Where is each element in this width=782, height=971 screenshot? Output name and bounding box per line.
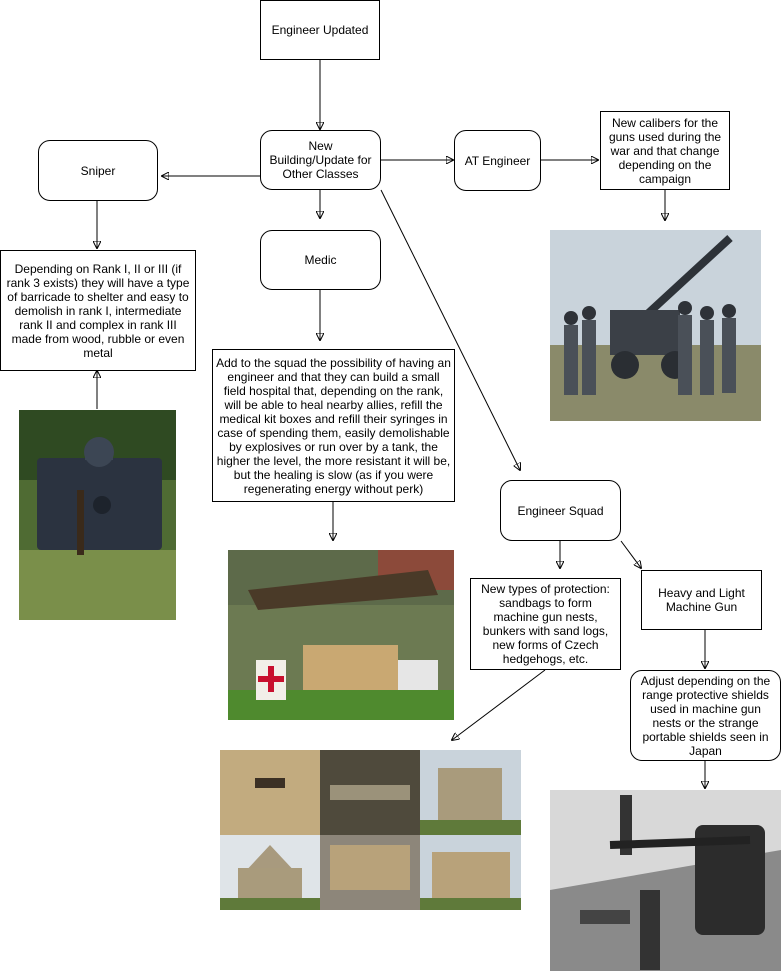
engineer-squad-node [500,480,621,541]
new-building-node [260,130,381,190]
at-engineer-node [454,130,541,191]
at-description [600,111,730,190]
field-hospital-photo [228,550,454,720]
engineer-updated-label: Engineer Updated [271,23,369,37]
at-engineer-label: AT Engineer [464,153,531,168]
sniper-description-text: Depending on Rank I, II or III (if rank 3 exists) they will have a type of barricade to shelter and easy to demolish in rank I, intermediate rank II and complex in rank III made from wood, rubble or even metal [6,261,190,360]
protection-description [470,578,621,670]
medic-label: Medic [304,253,337,267]
protection-description-text: New types of protection: sandbags to form machine gun nests, bunkers with sand logs, new forms of Czech hedgehogs, etc. [481,582,610,666]
sniper-node [38,140,158,201]
edge-squad-to-mg [621,541,641,568]
at-description-text: New calibers for the guns used during the war and that change depending on the campaign [608,115,722,186]
at-gun-photo [550,230,761,421]
mg-node [641,570,762,630]
mg-label: Heavy and Light Machine Gun [658,586,745,614]
edge-protection-to-collage [452,670,545,740]
medic-node [260,230,381,290]
engineer-updated-node [260,0,380,60]
sniper-shield-photo [19,410,176,620]
medic-description-text: Add to the squad the possibility of having an engineer and that they can build a small field hospital that, depending on the rank, will be able to heal nearby allies, refill the medical kit boxes and refill their syringes in case of spending them, easily demolishable by explosives or run over by a tank, the higher the level, the more resistant it will be, but the healing is slow (as if you were regenerating energy without perk) [216,355,451,496]
medic-description [212,349,455,502]
mg-description-text: Adjust depending on the range protective shields used in machine gun nests or the strange portable shields seen in Japan [640,673,771,758]
engineer-squad-label: Engineer Squad [517,503,604,518]
sandbag-collage-photo [220,750,521,910]
machine-gun-shield-photo [550,790,781,971]
sniper-description [0,250,196,371]
mg-description [630,670,781,761]
new-building-label: New Building/Update for Other Classes [269,139,372,181]
sniper-label: Sniper [80,163,116,178]
